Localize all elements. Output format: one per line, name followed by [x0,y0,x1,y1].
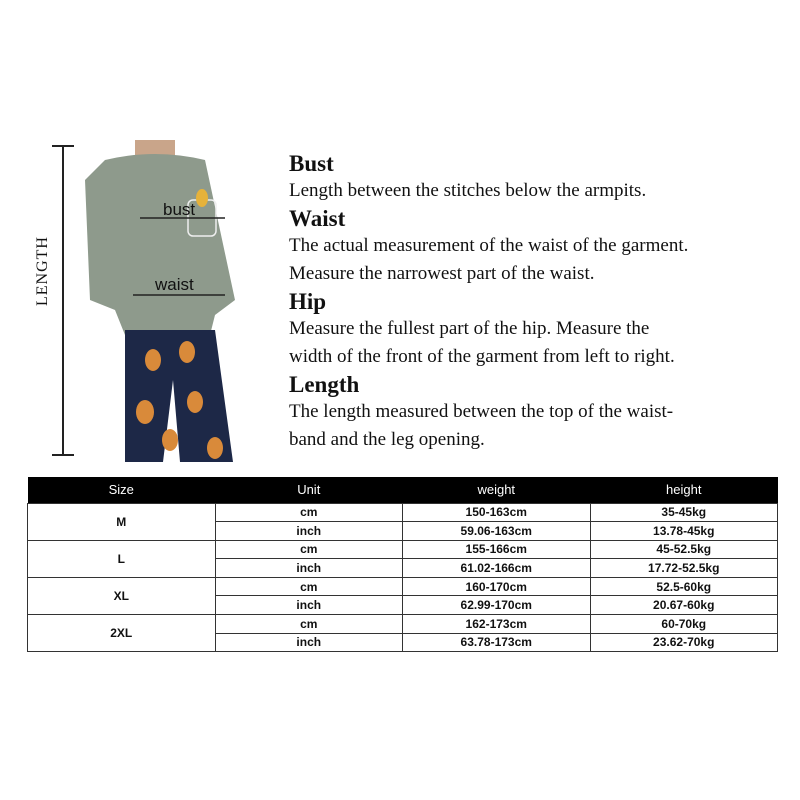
height-cell: 45-52.5kg [590,540,778,559]
length-desc-1: The length measured between the top of the waist- [289,401,674,422]
height-cell: 23.62-70kg [590,633,778,652]
unit-cell: cm [215,540,403,559]
size-cell: M [28,503,216,540]
table-row [28,577,778,596]
header-unit: Unit [215,477,403,503]
waist-heading: Waist [289,206,346,231]
weight-cell: 155-166cm [403,540,591,559]
waist-label: waist [155,275,194,294]
height-cell: 52.5-60kg [590,577,778,596]
bust-heading: Bust [289,151,334,176]
weight-cell: 59.06-163cm [403,522,591,541]
header-size: Size [28,477,216,503]
height-cell: 20.67-60kg [590,596,778,615]
pajama-model-image [85,140,245,464]
bust-label: bust [163,200,196,219]
size-cell: 2XL [28,615,216,652]
height-cell: 13.78-45kg [590,522,778,541]
size-cell: XL [28,577,216,614]
size-table [27,477,778,652]
hip-desc-2: width of the front of the garment from left to right. [289,346,675,367]
table-row [28,615,778,634]
hip-desc-1: Measure the fullest part of the hip. Measure the [289,318,650,339]
weight-cell: 61.02-166cm [403,559,591,578]
hip-heading: Hip [289,289,327,314]
header-height: height [590,477,778,503]
ruler-bottom-tick [52,454,74,456]
table-row [28,540,778,559]
unit-cell: inch [215,633,403,652]
waist-desc-2: Measure the narrowest part of the waist. [289,263,595,284]
measurement-descriptions [289,150,769,454]
height-cell: 17.72-52.5kg [590,559,778,578]
unit-cell: cm [215,503,403,522]
weight-cell: 150-163cm [403,503,591,522]
table-header [28,477,778,503]
height-cell: 60-70kg [590,615,778,634]
weight-cell: 63.78-173cm [403,633,591,652]
size-cell: L [28,540,216,577]
ruler-top-tick [52,145,74,147]
table-row [28,503,778,522]
bust-desc: Length between the stitches below the armpits. [289,180,647,201]
weight-cell: 160-170cm [403,577,591,596]
length-label: LENGTH [34,236,51,306]
unit-cell: inch [215,559,403,578]
waist-desc-1: The actual measurement of the waist of the garment. [289,235,689,256]
unit-cell: cm [215,615,403,634]
height-cell: 35-45kg [590,503,778,522]
length-heading: Length [289,372,360,397]
unit-cell: cm [215,577,403,596]
weight-cell: 162-173cm [403,615,591,634]
length-desc-2: band and the leg opening. [289,429,485,450]
unit-cell: inch [215,596,403,615]
weight-cell: 62.99-170cm [403,596,591,615]
unit-cell: inch [215,522,403,541]
length-ruler [62,146,64,455]
header-weight: weight [403,477,591,503]
